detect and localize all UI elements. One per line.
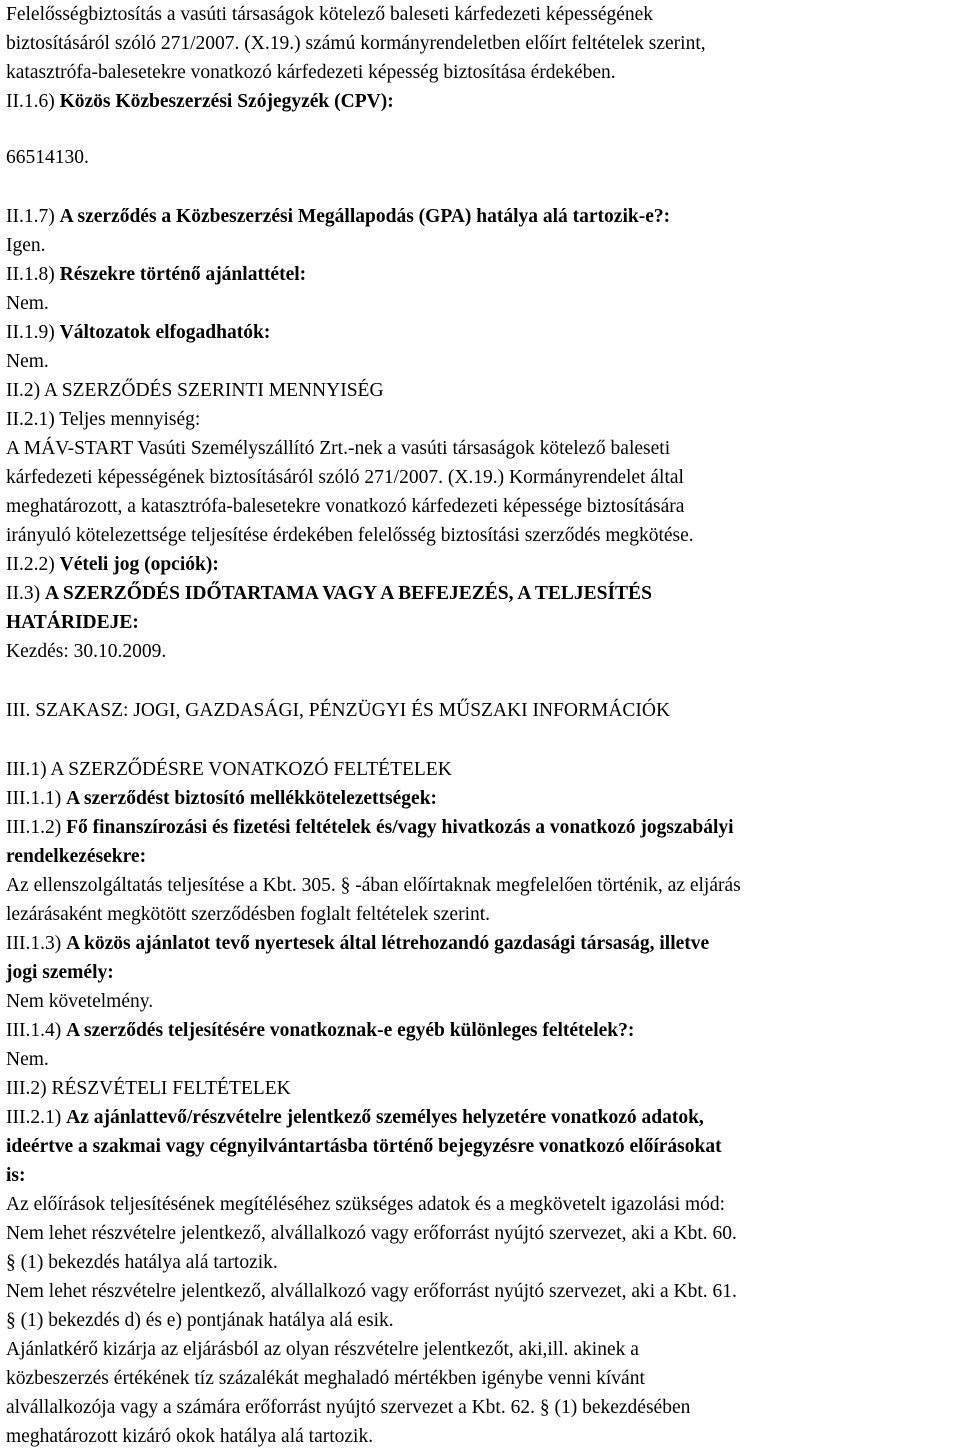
paragraph-line: meghatározott, a katasztrófa-balesetekre vonatkozó kárfedezeti képessége biztosítására: [6, 496, 685, 517]
paragraph-line: § (1) bekezdés hatálya alá tartozik.: [6, 1252, 278, 1273]
paragraph-line: A MÁV-START Vasúti Személyszállító Zrt.-nek a vasúti társaságok kötelező baleseti: [6, 438, 671, 459]
section-heading: II.2) A SZERZŐDÉS SZERINTI MENNYISÉG: [6, 380, 384, 401]
section-value: Nem.: [6, 351, 49, 372]
section-heading-continued: jogi személy:: [6, 962, 114, 983]
section-value: Igen.: [6, 235, 46, 256]
paragraph-line: közbeszerzés értékének tíz százalékát meghaladó mértékben igénybe venni kívánt: [6, 1368, 645, 1389]
paragraph-line: lezárásaként megkötött szerződésben foglalt feltételek szerint.: [6, 904, 491, 925]
section-value: Kezdés: 30.10.2009.: [6, 641, 167, 662]
section-heading: II.2.2) Vételi jog (opciók):: [6, 554, 219, 575]
section-heading: III.1.2) Fő finanszírozási és fizetési feltételek és/vagy hivatkozás a vonatkozó jogszabályi: [6, 817, 734, 838]
paragraph-line: Az előírások teljesítésének megítéléséhez szükséges adatok és a megkövetelt igazolási mód:: [6, 1194, 726, 1215]
paragraph-line: Az ellenszolgáltatás teljesítése a Kbt. 305. § -ában előírtaknak megfelelően történik, az eljárás: [6, 875, 741, 896]
section-heading-continued: is:: [6, 1165, 26, 1186]
section-heading: II.3) A SZERZŐDÉS IDŐTARTAMA VAGY A BEFEJEZÉS, A TELJESÍTÉS: [6, 583, 652, 604]
section-heading-continued: HATÁRIDEJE:: [6, 612, 139, 633]
section-heading-continued: rendelkezésekre:: [6, 846, 147, 867]
part-heading: III. SZAKASZ: JOGI, GAZDASÁGI, PÉNZÜGYI ÉS MŰSZAKI INFORMÁCIÓK: [6, 700, 671, 721]
section-value: 66514130.: [6, 147, 89, 168]
paragraph-line: Nem lehet részvételre jelentkező, alvállalkozó vagy erőforrást nyújtó szervezet, aki a Kbt. 60.: [6, 1223, 737, 1244]
section-heading: III.1.1) A szerződést biztosító mellékkötelezettségek:: [6, 788, 438, 809]
intro-line-1: Felelősségbiztosítás a vasúti társaságok kötelező baleseti kárfedezeti képességének: [6, 4, 654, 25]
section-heading: III.1.4) A szerződés teljesítésére vonatkoznak-e egyéb különleges feltételek?:: [6, 1020, 635, 1041]
paragraph-line: Nem lehet részvételre jelentkező, alvállalkozó vagy erőforrást nyújtó szervezet, aki a Kbt. 61.: [6, 1281, 737, 1302]
section-heading: II.1.8) Részekre történő ajánlattétel:: [6, 264, 307, 285]
paragraph-line: irányuló kötelezettsége teljesítése érdekében felelősség biztosítási szerződés megkötése.: [6, 525, 694, 546]
section-heading: III.2) RÉSZVÉTELI FELTÉTELEK: [6, 1078, 291, 1099]
section-heading: III.1) A SZERZŐDÉSRE VONATKOZÓ FELTÉTELEK: [6, 759, 452, 780]
section-value: Nem követelmény.: [6, 991, 154, 1012]
section-heading: III.2.1) Az ajánlattevő/részvételre jelentkező személyes helyzetére vonatkozó adatok,: [6, 1107, 704, 1128]
section-heading: II.1.6) Közös Közbeszerzési Szójegyzék (CPV):: [6, 91, 394, 112]
section-heading: II.1.9) Változatok elfogadhatók:: [6, 322, 271, 343]
section-heading: II.1.7) A szerződés a Közbeszerzési Megállapodás (GPA) hatálya alá tartozik-e?:: [6, 206, 671, 227]
section-heading: II.2.1) Teljes mennyiség:: [6, 409, 201, 430]
paragraph-line: Ajánlatkérő kizárja az eljárásból az olyan részvételre jelentkezőt, aki,ill. akinek a: [6, 1339, 639, 1360]
section-value: Nem.: [6, 293, 49, 314]
section-heading-continued: ideértve a szakmai vagy cégnyilvántartásba történő bejegyzésre vonatkozó előírásokat: [6, 1136, 722, 1157]
section-heading: III.1.3) A közös ajánlatot tevő nyertesek által létrehozandó gazdasági társaság, illetve: [6, 933, 710, 954]
section-value: Nem.: [6, 1049, 49, 1070]
paragraph-line: alvállalkozója vagy a számára erőforrást nyújtó szervezet a Kbt. 62. § (1) bekezdésében: [6, 1397, 691, 1418]
paragraph-line: kárfedezeti képességének biztosításáról szóló 271/2007. (X.19.) Kormányrendelet által: [6, 467, 684, 488]
intro-line-3: katasztrófa-balesetekre vonatkozó kárfedezeti képesség biztosítása érdekében.: [6, 62, 616, 83]
intro-line-2: biztosításáról szóló 271/2007. (X.19.) számú kormányrendeletben előírt feltételek szerint,: [6, 33, 706, 54]
paragraph-line: § (1) bekezdés d) és e) pontjának hatálya alá esik.: [6, 1310, 394, 1331]
paragraph-line: meghatározott kizáró okok hatálya alá tartozik.: [6, 1426, 374, 1447]
